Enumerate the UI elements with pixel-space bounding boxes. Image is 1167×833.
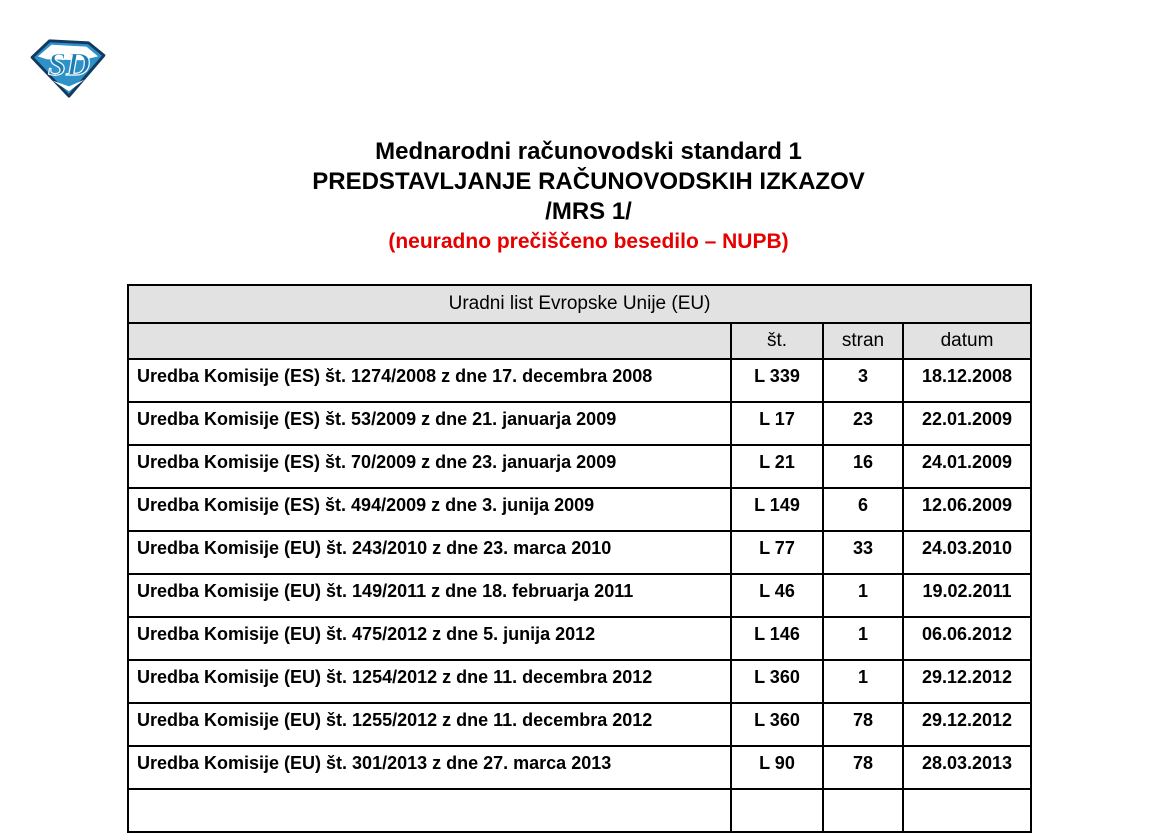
cell-opis: Uredba Komisije (EU) št. 301/2013 z dne 27. marca 2013: [128, 746, 731, 789]
table-row: [128, 531, 1031, 574]
cell-opis: Uredba Komisije (ES) št. 53/2009 z dne 21. januarja 2009: [128, 402, 731, 445]
cell-st: L 339: [731, 359, 823, 402]
table-body: [128, 359, 1031, 832]
sd-diamond-logo-icon: [27, 36, 109, 100]
table-row: [128, 660, 1031, 703]
cell-datum: 29.12.2012: [903, 660, 1031, 703]
cell-stran: 78: [823, 746, 903, 789]
table-header-row: [128, 323, 1031, 359]
table-row: [128, 746, 1031, 789]
cell-datum: 24.03.2010: [903, 531, 1031, 574]
table-row: [128, 402, 1031, 445]
cell-datum: 19.02.2011: [903, 574, 1031, 617]
cell-opis: Uredba Komisije (ES) št. 494/2009 z dne 3. junija 2009: [128, 488, 731, 531]
cell-stran: [823, 789, 903, 832]
cell-st: L 360: [731, 703, 823, 746]
cell-datum: 18.12.2008: [903, 359, 1031, 402]
cell-stran: 3: [823, 359, 903, 402]
table-row: [128, 359, 1031, 402]
table-row: [128, 789, 1031, 832]
table-row: [128, 488, 1031, 531]
table-row: [128, 445, 1031, 488]
cell-datum: 29.12.2012: [903, 703, 1031, 746]
column-header-datum: datum: [903, 323, 1031, 359]
cell-st: L 17: [731, 402, 823, 445]
table-caption-row: [128, 285, 1031, 323]
title-block: [10, 137, 1167, 257]
cell-st: [731, 789, 823, 832]
cell-stran: 1: [823, 574, 903, 617]
cell-st: L 360: [731, 660, 823, 703]
cell-opis: Uredba Komisije (ES) št. 1274/2008 z dne 17. decembra 2008: [128, 359, 731, 402]
cell-datum: [903, 789, 1031, 832]
table-row: [128, 574, 1031, 617]
table-row: [128, 703, 1031, 746]
column-header-opis: [128, 323, 731, 359]
document-title-line-2: PREDSTAVLJANJE RAČUNOVODSKIH IZKAZOV: [312, 168, 865, 195]
cell-datum: 28.03.2013: [903, 746, 1031, 789]
cell-stran: 1: [823, 617, 903, 660]
cell-datum: 12.06.2009: [903, 488, 1031, 531]
cell-stran: 6: [823, 488, 903, 531]
cell-stran: 23: [823, 402, 903, 445]
table-caption: Uradni list Evropske Unije (EU): [128, 285, 1031, 323]
cell-st: L 46: [731, 574, 823, 617]
column-header-stran: stran: [823, 323, 903, 359]
cell-opis: Uredba Komisije (EU) št. 475/2012 z dne 5. junija 2012: [128, 617, 731, 660]
document-subtitle: (neuradno prečiščeno besedilo – NUPB): [388, 230, 789, 253]
svg-text:SD: SD: [47, 46, 91, 83]
column-header-st: št.: [731, 323, 823, 359]
cell-datum: 06.06.2012: [903, 617, 1031, 660]
cell-st: L 149: [731, 488, 823, 531]
cell-st: L 146: [731, 617, 823, 660]
document-title-line-1: Mednarodni računovodski standard 1: [375, 138, 802, 165]
cell-opis: Uredba Komisije (ES) št. 70/2009 z dne 23. januarja 2009: [128, 445, 731, 488]
document-title-line-3: /MRS 1/: [545, 198, 632, 225]
cell-st: L 90: [731, 746, 823, 789]
cell-opis: Uredba Komisije (EU) št. 149/2011 z dne 18. februarja 2011: [128, 574, 731, 617]
cell-opis: [128, 789, 731, 832]
cell-opis: Uredba Komisije (EU) št. 243/2010 z dne 23. marca 2010: [128, 531, 731, 574]
table-row: [128, 617, 1031, 660]
cell-st: L 21: [731, 445, 823, 488]
cell-datum: 24.01.2009: [903, 445, 1031, 488]
cell-stran: 1: [823, 660, 903, 703]
cell-opis: Uredba Komisije (EU) št. 1255/2012 z dne 11. decembra 2012: [128, 703, 731, 746]
cell-datum: 22.01.2009: [903, 402, 1031, 445]
cell-stran: 33: [823, 531, 903, 574]
regulations-table: [127, 284, 1032, 833]
cell-stran: 16: [823, 445, 903, 488]
cell-st: L 77: [731, 531, 823, 574]
cell-opis: Uredba Komisije (EU) št. 1254/2012 z dne 11. decembra 2012: [128, 660, 731, 703]
cell-stran: 78: [823, 703, 903, 746]
